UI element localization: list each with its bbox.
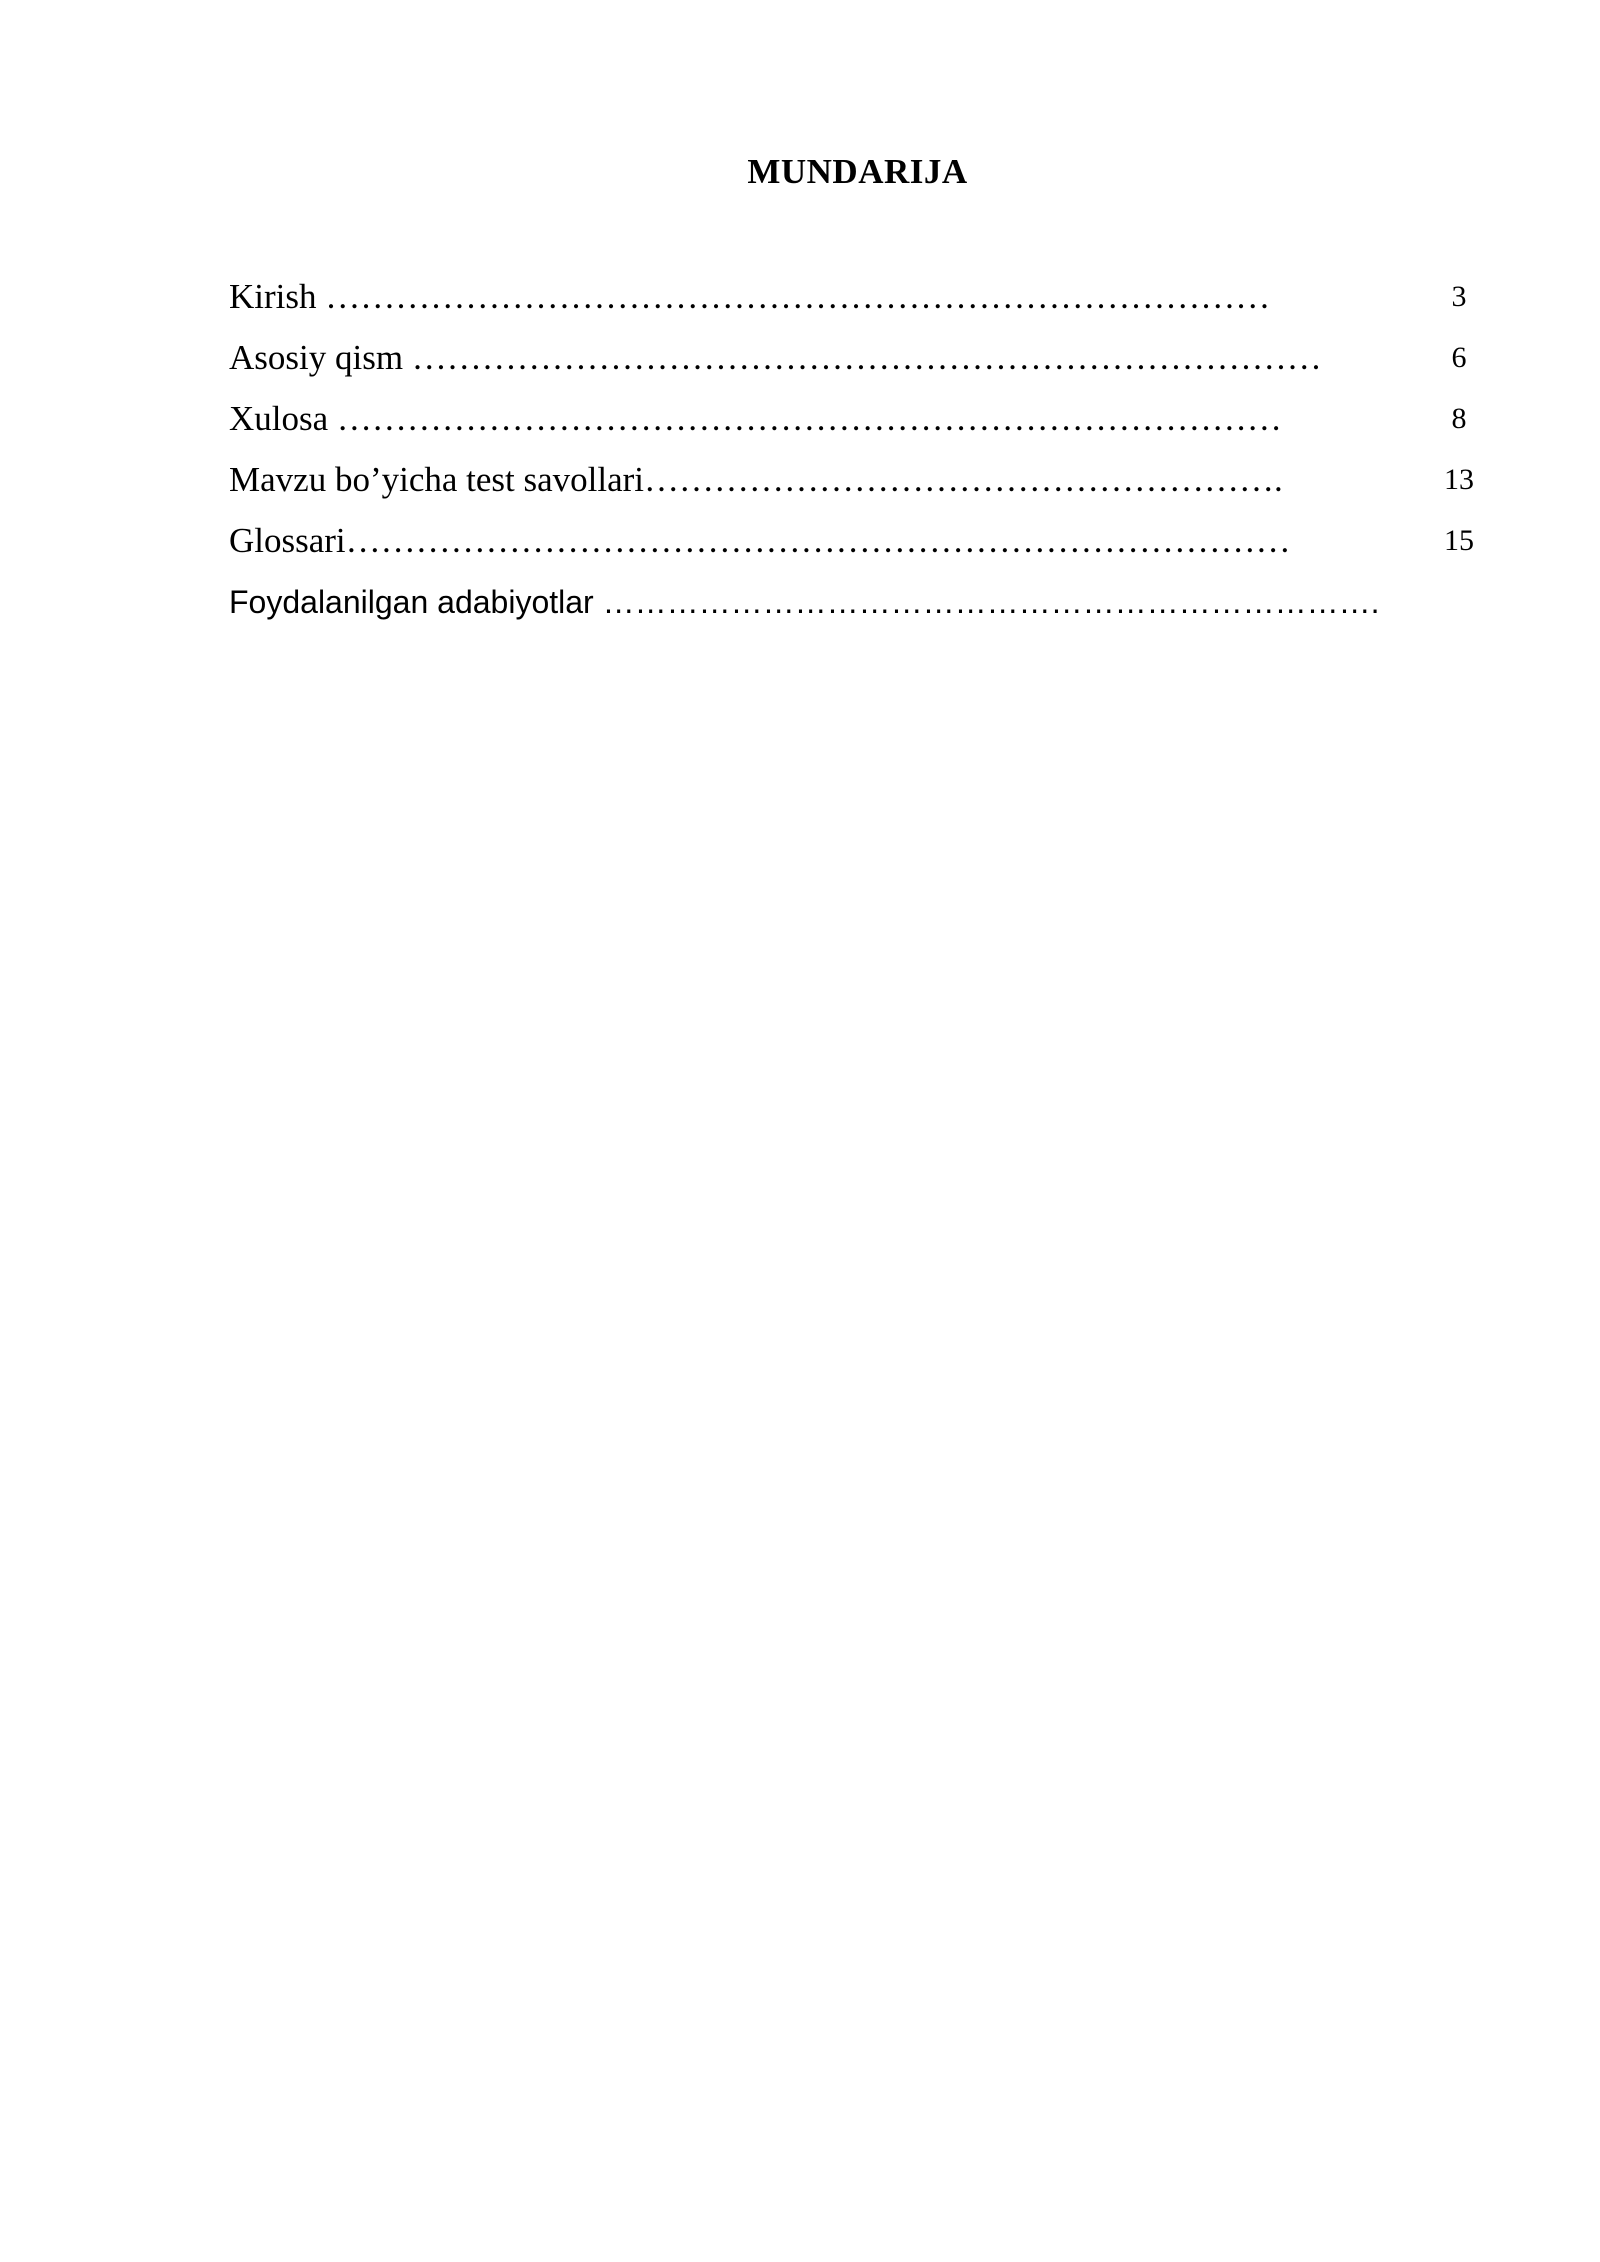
table-of-contents bbox=[229, 270, 1489, 636]
toc-entry-label: Asosiy qism …………………………………………………………………… bbox=[229, 338, 1322, 377]
toc-entry-label: Kirish ……………………………………………………………………… bbox=[229, 277, 1271, 316]
toc-page-number: 13 bbox=[1444, 463, 1474, 496]
toc-row-test-savollari bbox=[229, 453, 1489, 514]
toc-page-number: 8 bbox=[1451, 402, 1467, 435]
toc-row-adabiyotlar bbox=[229, 575, 1489, 636]
toc-row-asosiy-qism bbox=[229, 331, 1489, 392]
toc-entry-label: Foydalanilgan adabiyotlar ………………………………………………………………. bbox=[229, 584, 1380, 620]
toc-page-number: 3 bbox=[1451, 280, 1467, 313]
toc-entry-label: Glossari……………………………………………………………………… bbox=[229, 521, 1291, 560]
toc-row-kirish bbox=[229, 270, 1489, 331]
toc-page-number: 6 bbox=[1451, 341, 1467, 374]
toc-entry-label: Xulosa ……………………………………………………………………… bbox=[229, 399, 1282, 438]
toc-entry-label: Mavzu bo’yicha test savollari………………………………………………. bbox=[229, 460, 1283, 499]
toc-page-number: 15 bbox=[1444, 524, 1474, 557]
toc-row-glossari bbox=[229, 514, 1489, 575]
page-title: MUNDARIJA bbox=[747, 152, 968, 191]
toc-row-xulosa bbox=[229, 392, 1489, 453]
